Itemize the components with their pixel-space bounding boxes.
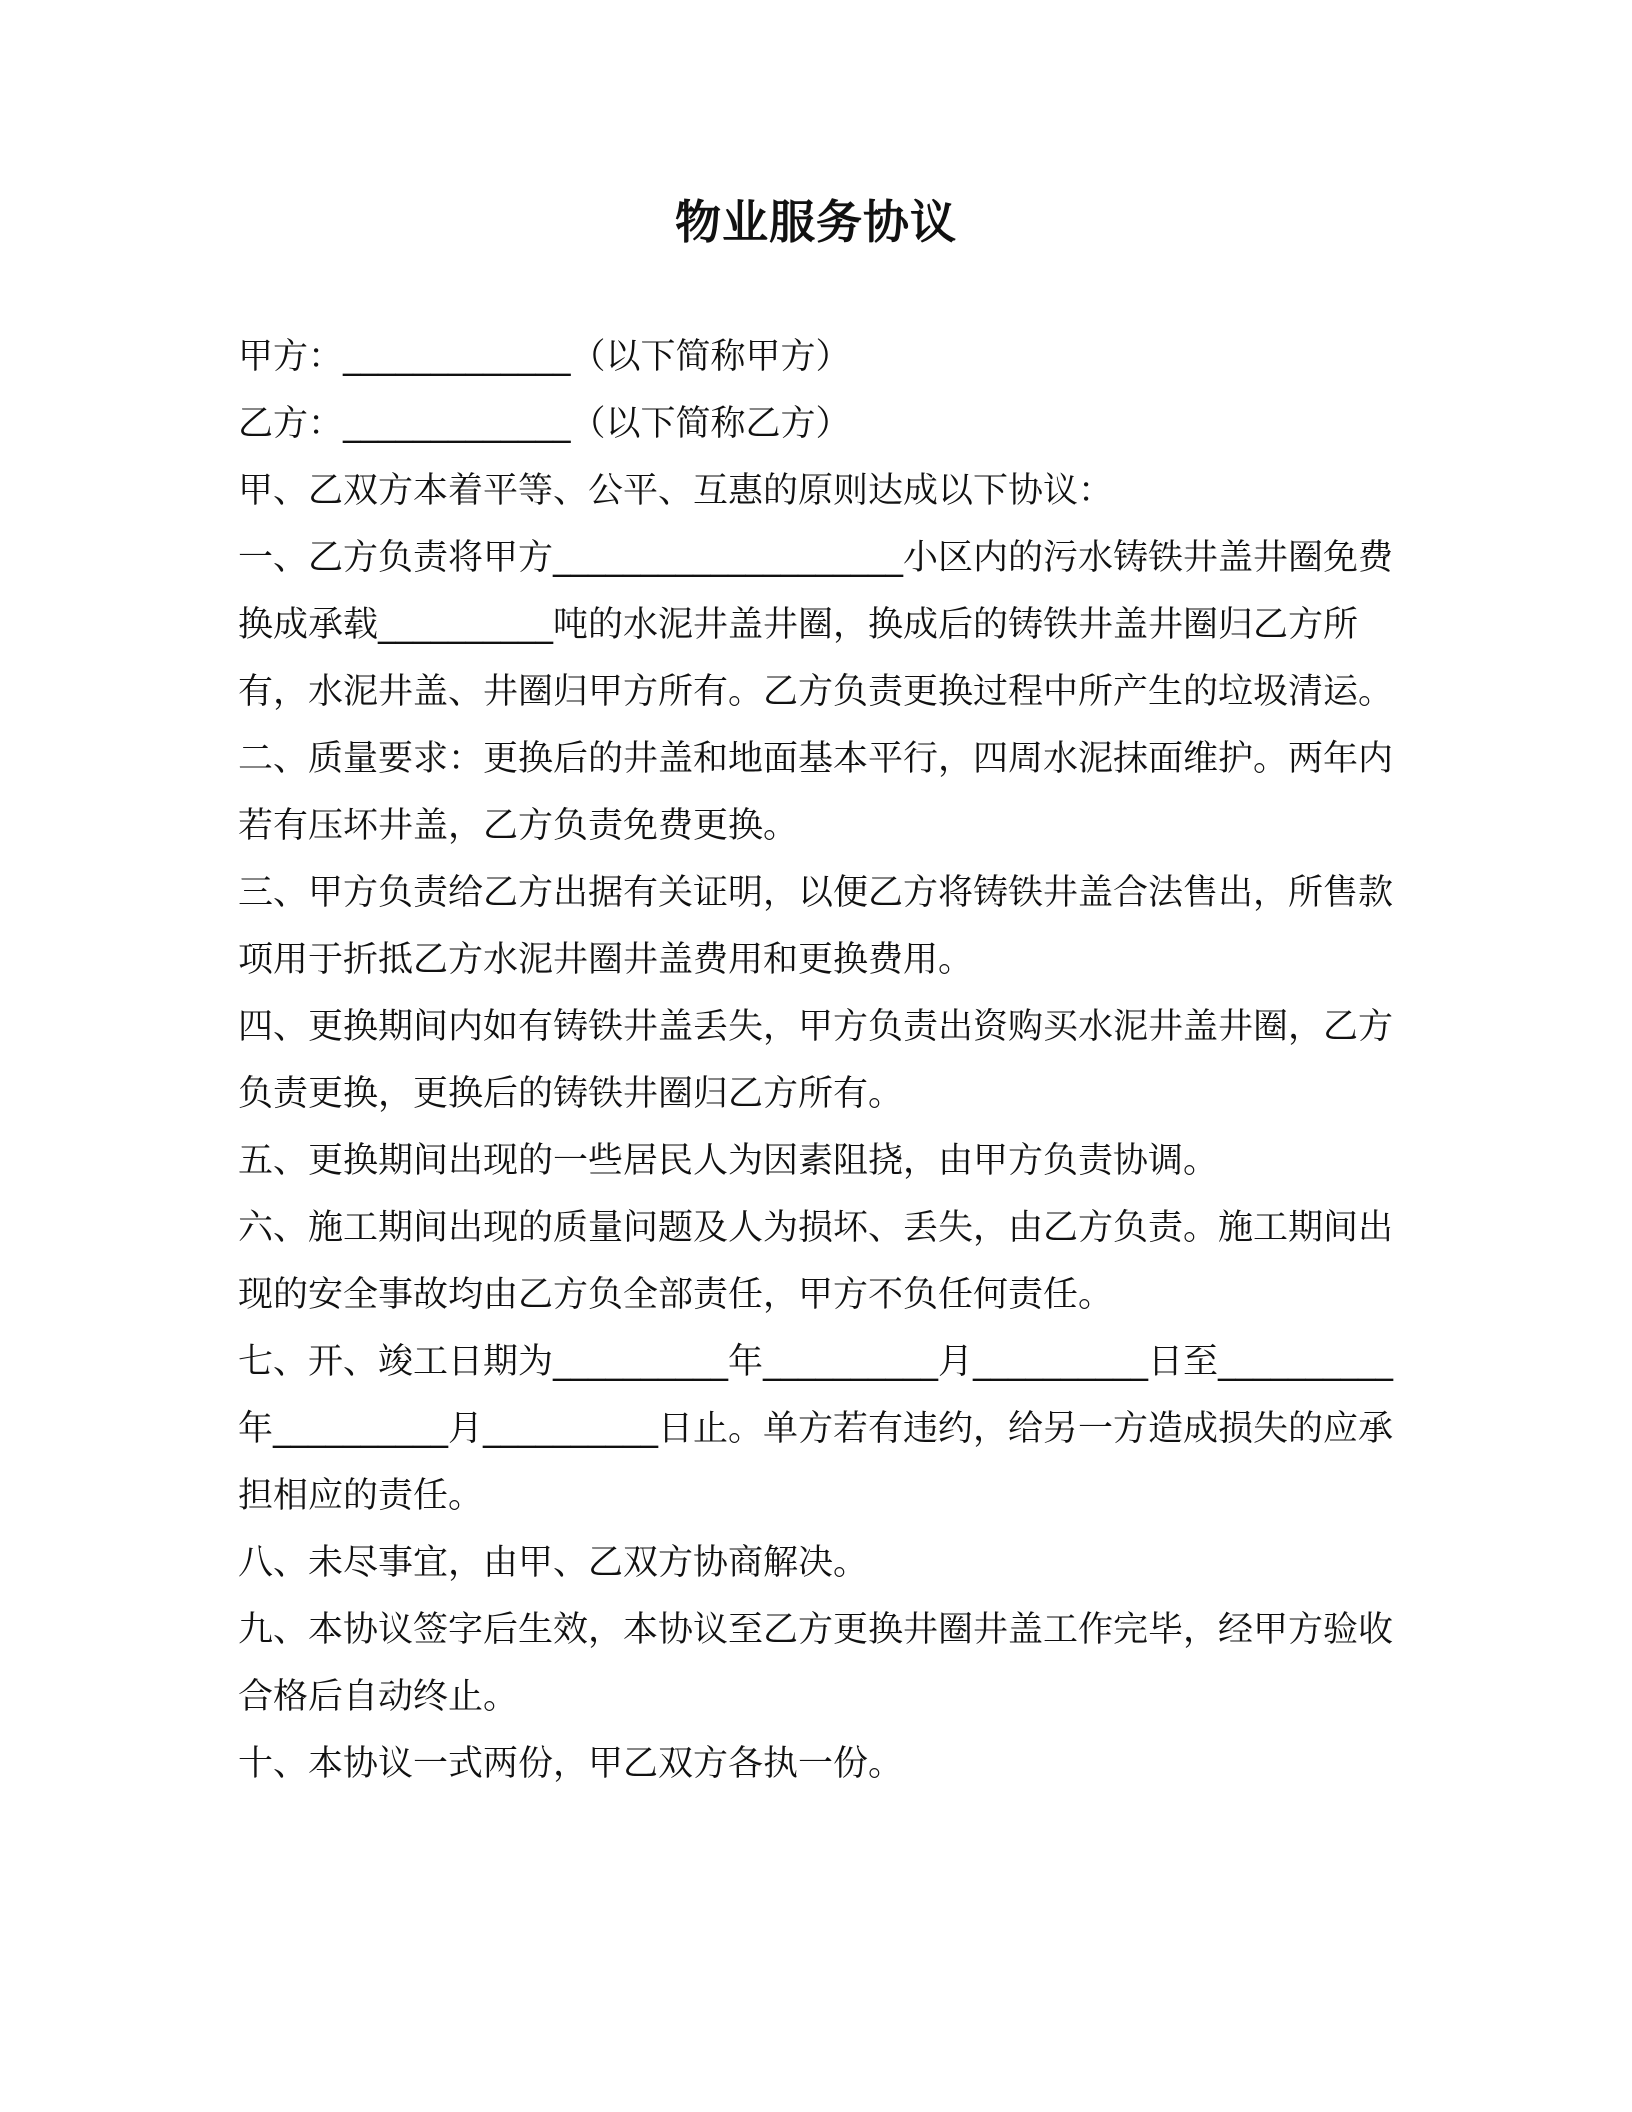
document-title: 物业服务协议	[675, 195, 957, 249]
party-a-line: 甲方：_____________（以下简称甲方）	[238, 337, 851, 377]
clause-1: 一、乙方负责将甲方____________________小区内的污水铸铁井盖井圈免费换成承载__________吨的水泥井盖井圈，换成后的铸铁井盖井圈归乙方所有，水泥井盖、井圈归甲方所有。乙方负责更换过程中所产生的垃圾清运。	[238, 538, 1394, 712]
clause-5: 五、更换期间出现的一些居民人为因素阻挠，由甲方负责协调。	[238, 1141, 1219, 1181]
clause-10: 十、本协议一式两份，甲乙双方各执一份。	[238, 1744, 904, 1784]
document-body	[238, 324, 1418, 1798]
preamble: 甲、乙双方本着平等、公平、互惠的原则达成以下协议：	[238, 471, 1114, 511]
clause-9: 九、本协议签字后生效，本协议至乙方更换井圈井盖工作完毕，经甲方验收合格后自动终止。	[238, 1610, 1394, 1717]
clause-7: 七、开、竣工日期为__________年__________月__________日至__________年__________月__________日止。单方若有违约，给另一方造成损失的应承担相应的责任。	[238, 1342, 1394, 1516]
party-b-line: 乙方：_____________（以下简称乙方）	[238, 404, 851, 444]
clause-4: 四、更换期间内如有铸铁井盖丢失，甲方负责出资购买水泥井盖井圈，乙方负责更换，更换后的铸铁井圈归乙方所有。	[238, 1007, 1394, 1114]
clause-8: 八、未尽事宜，由甲、乙双方协商解决。	[238, 1543, 869, 1583]
clause-6: 六、施工期间出现的质量问题及人为损坏、丢失，由乙方负责。施工期间出现的安全事故均由乙方负全部责任，甲方不负任何责任。	[238, 1208, 1394, 1315]
clause-3: 三、甲方负责给乙方出据有关证明，以便乙方将铸铁井盖合法售出，所售款项用于折抵乙方水泥井圈井盖费用和更换费用。	[238, 873, 1394, 980]
clause-2: 二、质量要求：更换后的井盖和地面基本平行，四周水泥抹面维护。两年内若有压坏井盖，乙方负责免费更换。	[238, 739, 1394, 846]
